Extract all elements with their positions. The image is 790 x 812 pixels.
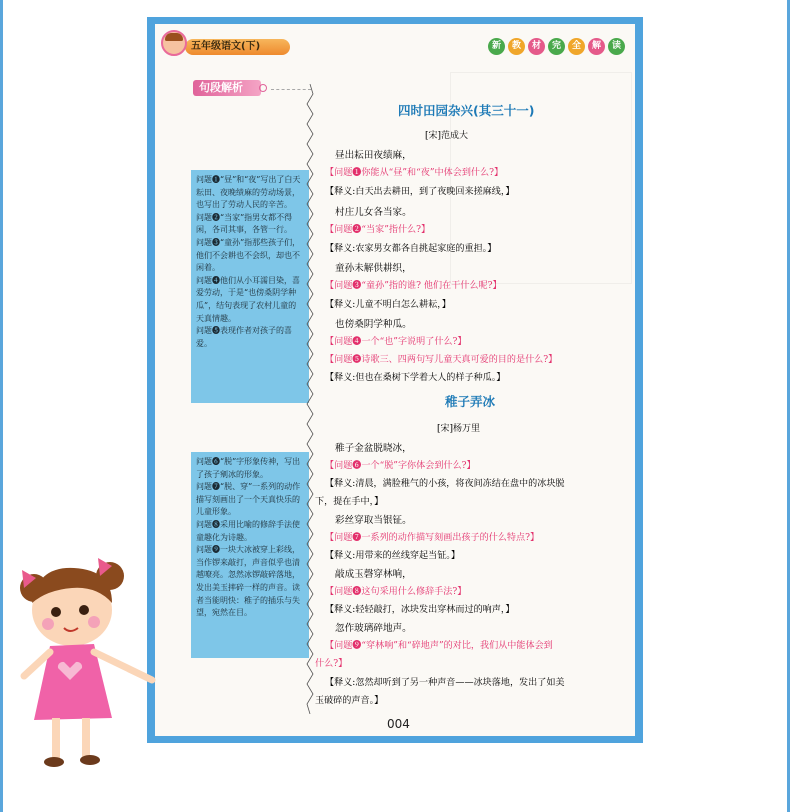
explanation-text: 【释义:白天出去耕田，到了夜晚回来搓麻线，】 [325,187,515,197]
explanation-text: 【释义:清晨，满脸稚气的小孩，将夜间冻结在盘中的冰块脱 [325,479,565,489]
note-item: 问题❾一块大冰被穿上彩线，当作锣来敲打，声音似乎也清越嘹亮。忽然冰锣敲碎落地，发出美玉摔碎一样的声音。读者当能明快：稚子的插乐与失望，宛然在目。 [196,545,300,618]
note-item: 问题❼“脱、穿”一系列的动作描写刻画出了一个天真快乐的儿童形象。 [196,482,301,517]
question-text: 【问题❾“穿林响”和“碎地声”的对比，我们从中能体会到 [325,641,553,651]
note-item: 问题❺表现作者对孩子的喜爱。 [196,326,292,348]
series-badge: 教 [508,38,525,55]
poem2-line: 敲成玉磬穿林响， [335,569,412,580]
poem1-line: 村庄儿女各当家。 [335,207,412,218]
circle-dot-icon [259,84,267,92]
poem2-author: [宋]杨万里 [437,424,481,434]
note-item: 问题❶“昼”和“夜”写出了白天耘田、夜晚绩麻的劳动场景，也写出了劳动人民的辛苦。 [196,175,301,210]
poem1-author: [宋]范成大 [425,131,469,141]
poem2-line: 稚子金盆脱晓冰， [335,443,412,454]
poem2-line: 忽作玻璃碎地声。 [335,623,412,634]
series-badges [488,38,625,55]
explanation-text: 下，提在手中，】 [315,497,384,507]
explanation-text: 【释义:农家男女都各自挑起家庭的重担。】 [325,244,497,254]
poem1-line: 也傍桑阴学种瓜。 [335,319,412,330]
question-text: 【问题❷“当家”指什么?】 [325,225,431,235]
explanation-text: 【释义:轻轻敲打，冰块发出穿林而过的响声，】 [325,605,515,615]
explanation-text: 【释义:忽然却听到了另一种声音——冰块落地，发出了如美 [325,678,565,688]
question-text: 【问题❺诗歌三、四两句写儿童天真可爱的目的是什么?】 [325,355,558,365]
book-title: 五年级语文(下) [191,41,261,52]
section-tag: 句段解析 [193,80,261,96]
book-page-frame [147,17,643,743]
note-item: 问题❸“童孙”指那些孩子们，他们不会耕也不会织，却也不闲着。 [196,237,301,273]
note-item: 问题❻“脱”字形象传神，写出了孩子剜冰的形象。 [196,457,301,479]
cartoon-girl-illustration [12,548,162,778]
note-item: 问题❷“当家”指男女都不得闲，各司其事，各管一行。 [196,212,293,235]
poem1-line: 童孙未解供耕织， [335,263,412,274]
question-text: 【问题❶你能从“昼”和“夜”中体会到什么?】 [325,168,504,178]
explanation-text: 【释义:但也在桑树下学着大人的样子种瓜。】 [325,373,506,383]
book-page [155,24,635,736]
girl-face-icon [161,30,187,56]
series-badge: 完 [548,38,565,55]
explanation-text: 【释义:用带来的丝线穿起当钲。】 [325,551,460,561]
page-number: 004 [387,717,410,731]
poem2-title: 稚子弄冰 [445,394,496,409]
series-badge: 新 [488,38,505,55]
note-box-top [191,170,309,403]
poem1-title: 四时田园杂兴(其三十一) [398,103,535,118]
series-badge: 全 [568,38,585,55]
series-badge: 材 [528,38,545,55]
zigzag-divider [305,84,315,714]
question-text: 【问题❽这句采用什么修辞手法?】 [325,587,467,597]
poem1-line: 昼出耘田夜绩麻， [335,150,412,161]
question-text: 【问题❹一个“也”字说明了什么?】 [325,337,467,347]
note-item: 问题❹他们从小耳濡目染，喜爱劳动，于是“也傍桑阴学种瓜”，结句表现了农村儿童的天真情趣。 [196,275,300,323]
note-item: 问题❽采用比喻的修辞手法使童趣化为诗趣。 [196,519,300,542]
question-text: 什么?】 [315,659,348,669]
series-badge: 读 [608,38,625,55]
question-text: 【问题❼一系列的动作描写刻画出孩子的什么特点?】 [325,533,540,543]
poem2-line: 彩丝穿取当银钲。 [335,515,412,526]
question-text: 【问题❸“童孙”指的谁? 他们在干什么呢?】 [325,281,502,291]
left-border [0,0,3,812]
note-box-bottom [191,452,309,658]
explanation-text: 玉破碎的声音。】 [315,696,384,706]
explanation-text: 【释义:儿童不明白怎么耕耘，】 [325,300,451,310]
series-badge: 解 [588,38,605,55]
question-text: 【问题❻一个“脱”字你体会到什么?】 [325,461,476,471]
